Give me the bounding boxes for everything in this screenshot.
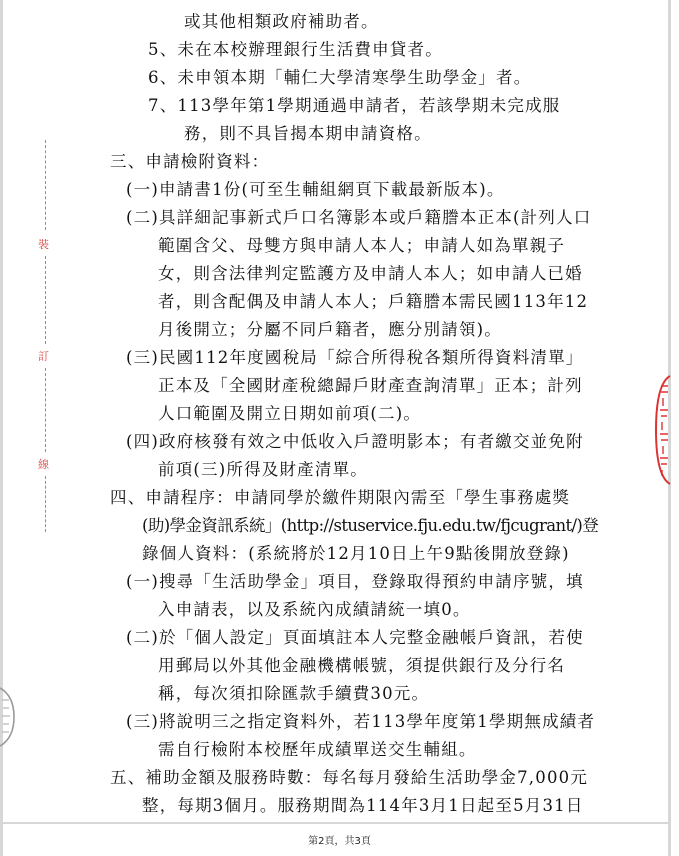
text-line: (助)學金資訊系統」(http://stuservice.fju.edu.tw/fjcugrant/)登	[142, 516, 599, 535]
seal-stamp-right	[652, 374, 672, 486]
section-heading: 五、補助金額及服務時數：每名每月發給生活助學金7,000元	[110, 768, 589, 787]
page-frame-bottom	[0, 822, 671, 824]
text-line: (一)申請書1份(可至生輔組網頁下載最新版本)。	[126, 180, 505, 199]
text-line: 整，每期3個月。服務期間為114年3月1日起至5月31日	[142, 796, 584, 815]
text-line: 入申請表，以及系統內成績請統一填0。	[158, 600, 471, 619]
text-line: 或其他相類政府補助者。	[184, 12, 379, 31]
text-line: 前項(三)所得及財產清單。	[158, 460, 368, 479]
text-line: (二)於「個人設定」頁面填註本人完整金融帳戶資訊，若使	[126, 628, 584, 647]
page-number-footer: 第2頁，共3頁	[308, 836, 371, 847]
text-line: 7、113學年第1學期通過申請者，若該學期未完成服	[148, 96, 561, 115]
text-line: 需自行檢附本校歷年成績單送交生輔組。	[158, 740, 477, 759]
text-line: 用郵局以外其他金融機構帳號，須提供銀行及分行名	[158, 656, 566, 675]
text-line: (四)政府核發有效之中低收入戶證明影本；有者繳交並免附	[126, 432, 584, 451]
section-heading: 三、申請檢附資料：	[110, 152, 270, 171]
text-line: 者，則含配偶及申請人本人；戶籍謄本需民國113年12	[158, 292, 589, 311]
text-line: 務，則不具旨揭本期申請資格。	[184, 124, 432, 143]
binding-mark-xian: 線	[38, 458, 49, 471]
text-line: 人口範圍及開立日期如前項(二)。	[158, 404, 422, 423]
binding-mark-ding: 訂	[38, 350, 49, 363]
text-line: 正本及「全國財產稅總歸戶財產查詢清單」正本；計列	[158, 376, 583, 395]
text-line: (三)民國112年度國稅局「綜合所得稅各類所得資料清單」	[126, 348, 584, 367]
text-line: 錄個人資料：(系統將於12月10日上午9點後開放登錄)	[142, 544, 570, 563]
text-line: 6、未申領本期「輔仁大學清寒學生助學金」者。	[148, 68, 532, 87]
text-line: (一)搜尋「生活助學金」項目，登錄取得預約申請序號，填	[126, 572, 584, 591]
section-heading: 四、申請程序：申請同學於繳件期限內需至「學生事務處獎	[110, 488, 571, 507]
binding-mark-zhuang: 裝	[38, 238, 49, 251]
text-line: (二)具詳細記事新式戶口名簿影本或戶籍謄本正本(計列人口	[126, 208, 592, 227]
text-line: 女，則含法律判定監護方及申請人本人；如申請人已婚	[158, 264, 583, 283]
text-line: 月後開立；分屬不同戶籍者，應分別請領)。	[158, 320, 502, 339]
text-line: (三)將說明三之指定資料外，若113學年度第1學期無成績者	[126, 712, 596, 731]
text-line: 5、未在本校辦理銀行生活費申貸者。	[148, 40, 443, 59]
text-line: 稱，每次須扣除匯款手續費30元。	[158, 684, 430, 703]
text-line: 範圍含父、母雙方與申請人本人；申請人如為單親子	[158, 236, 566, 255]
seal-stamp-left	[0, 686, 18, 748]
